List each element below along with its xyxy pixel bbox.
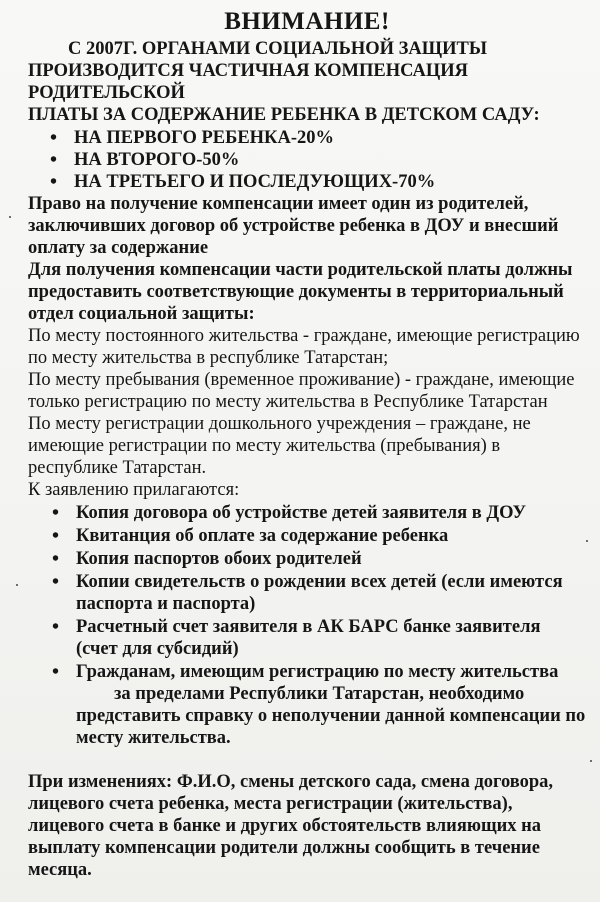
out-of-region-line-2: за пределами Республики Татарстан, необходимо [114, 684, 525, 704]
documents-paragraph: Для получения компенсации части родительской платы должны предоставить соответствующие документы в территориальный отдел социальной защиты: [28, 260, 573, 324]
intro-line-2: ПРОИЗВОДИТСЯ ЧАСТИЧНАЯ КОМПЕНСАЦИЯ РОДИТЕЛЬСКОЙ [28, 61, 469, 103]
scan-speck [16, 584, 18, 586]
scan-speck [586, 540, 588, 542]
documents-list [28, 502, 586, 749]
intro-line-3: ПЛАТЫ ЗА СОДЕРЖАНИЕ РЕБЕНКА В ДЕТСКОМ САДУ: [28, 105, 540, 125]
kindergarten-paragraph: По месту регистрации дошкольного учреждения – граждане, не имеющие регистрации по месту жительства (пребывания) в республике Татарстан. [28, 414, 531, 478]
doc-item-receipt: • Квитанция об оплате за содержание ребенка [50, 525, 586, 547]
right-paragraph: Право на получение компенсации имеет один из родителей, заключивших договор об устройстве ребенка в ДОУ и внесший оплату за содержание [28, 194, 559, 258]
rate-item-second: • НА ВТОРОГО-50% [48, 149, 586, 171]
doc-item-out-of-region [50, 661, 586, 749]
scan-speck [9, 216, 11, 218]
rates-list [28, 127, 586, 193]
out-of-region-line-1: • Гражданам, имеющим регистрацию по месту жительства [76, 662, 559, 682]
out-of-region-line-3: представить справку о неполучении данной компенсации по месту жительства. [76, 706, 586, 748]
residence-paragraph: По месту постоянного жительства - граждане, имеющие регистрацию по месту жительства в республике Татарстан; [28, 326, 580, 368]
stay-paragraph: По месту пребывания (временное проживание) - граждане, имеющие только регистрацию по месту жительства в Республике Татарстан [28, 370, 575, 412]
intro-line-1: С 2007Г. ОРГАНАМИ СОЦИАЛЬНОЙ ЗАЩИТЫ [68, 39, 487, 59]
rate-item-third: • НА ТРЕТЬЕГО И ПОСЛЕДУЮЩИХ-70% [48, 171, 586, 193]
notice-title: ВНИМАНИЕ! [224, 8, 390, 35]
changes-paragraph: При изменениях: Ф.И.О, смены детского сада, смена договора, лицевого счета ребенка, места регистрации (жительства), лицевого счета в банке и других обстоятельств влияющих на выплату компенсации родители должны сообщить в течение месяца. [28, 772, 554, 880]
doc-item-birth-certificates: • Копии свидетельств о рождении всех детей (если имеются паспорта и паспорта) [50, 571, 586, 615]
scan-speck [590, 760, 592, 762]
doc-item-passports: • Копия паспортов обоих родителей [50, 548, 586, 570]
intro-block [28, 38, 586, 126]
doc-item-contract: • Копия договора об устройстве детей заявителя в ДОУ [50, 502, 586, 524]
attached-heading: К заявлению прилагаются: [28, 480, 240, 500]
doc-item-bank-account: • Расчетный счет заявителя в АК БАРС банке заявителя (счет для субсидий) [50, 616, 586, 660]
rate-item-first: • НА ПЕРВОГО РЕБЕНКА-20% [48, 127, 586, 149]
